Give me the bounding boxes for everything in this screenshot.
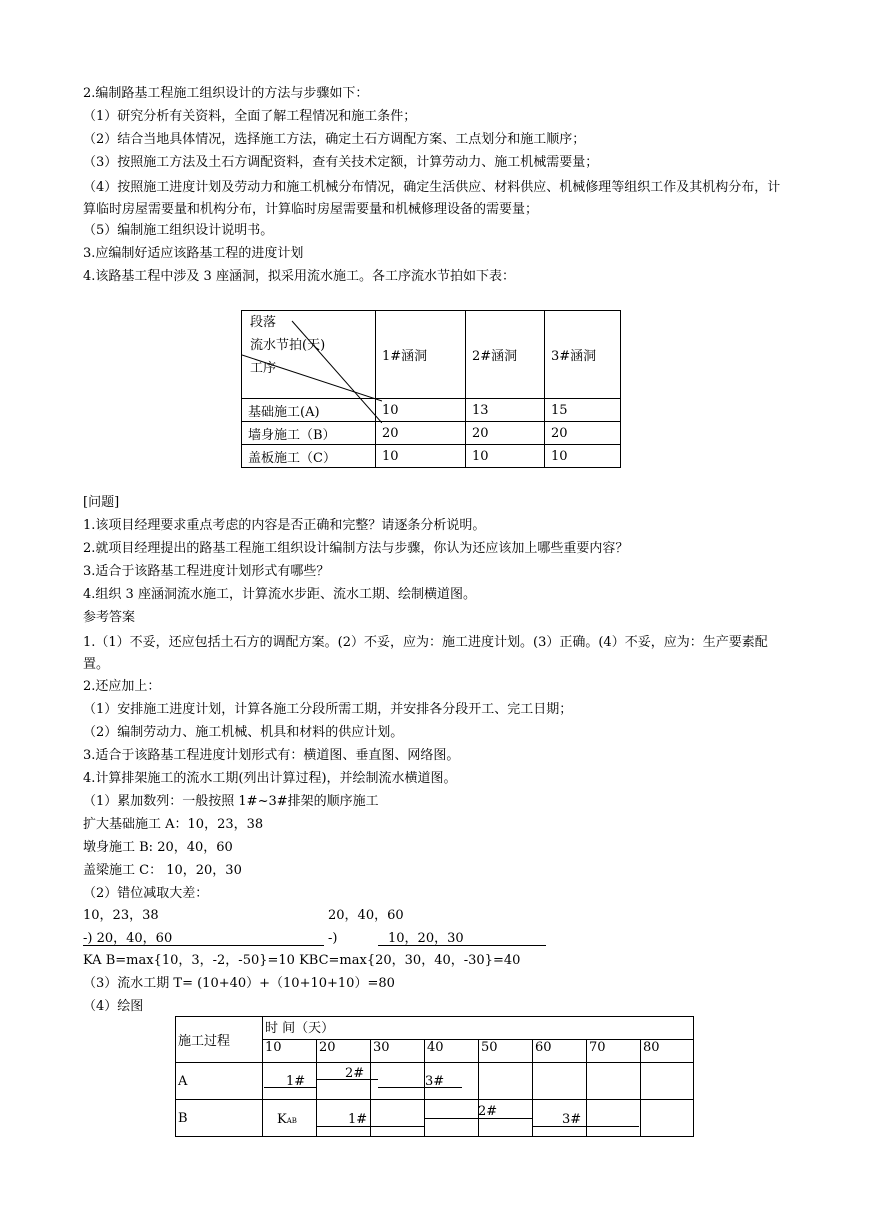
calc-left-top: 10，23，38 (83, 908, 159, 923)
col-header-1: 1#涵洞 (376, 311, 466, 399)
answer-4-2: （2）错位减取大差： (83, 886, 209, 901)
sequence-a: 扩大基础施工 A：10，23，38 (83, 817, 264, 832)
col-header-3: 3#涵洞 (545, 311, 621, 399)
gantt-kab-sub: AB (286, 1117, 297, 1125)
gantt-tick: 60 (533, 1040, 587, 1063)
questions-heading: [问题] (83, 495, 120, 510)
answer-3: 3.适合于该路基工程进度计划形式有：横道图、垂直图、网络图。 (83, 748, 460, 763)
gantt-bar-b3 (532, 1126, 639, 1127)
calc-left-rule (83, 945, 324, 946)
gantt-kab-main: K (277, 1112, 287, 1127)
corner-label-process: 工序 (250, 361, 277, 376)
gantt-tick: 30 (371, 1040, 425, 1063)
calc-left-minus: -) 20，40，60 (83, 931, 173, 946)
answer-4: 4.计算排架施工的流水工期(列出计算过程)，并绘制流水横道图。 (83, 771, 457, 786)
intro-line-6: （5）编制施工组织设计说明书。 (83, 223, 274, 238)
question-1: 1.该项目经理要求重点考虑的内容是否正确和完整？请逐条分析说明。 (83, 518, 486, 533)
gantt-tick: 20 (317, 1040, 371, 1063)
gantt-time-header: 时 间（天） (263, 1017, 694, 1040)
corner-label-segment: 段落 (250, 315, 277, 330)
table-row (242, 422, 621, 445)
gantt-tick: 70 (587, 1040, 641, 1063)
gantt-process-header: 施工过程 (176, 1017, 263, 1063)
gantt-bar-a3 (378, 1087, 462, 1088)
gantt-label-b3: 3# (562, 1112, 582, 1127)
gantt-kab-label (277, 1112, 297, 1129)
question-2: 2.就项目经理提出的路基工程施工组织设计编制方法与步骤，你认为还应该加上哪些重要内容？ (83, 541, 629, 556)
cell-value: 20 (376, 422, 466, 445)
calc-right-top: 20，40，60 (328, 908, 404, 923)
intro-line-7: 3.应编制好适应该路基工程的进度计划 (83, 246, 304, 261)
gantt-label-b1: 1# (348, 1112, 368, 1127)
calc-period: （3）流水工期 T= (10+40）+（10+10+10）=80 (83, 976, 395, 991)
calc-right-minus: 10，20，30 (388, 931, 464, 946)
calc-right-minus-sign: -) (328, 931, 338, 946)
cell-value: 15 (545, 399, 621, 422)
answer-2-1: （1）安排施工进度计划，计算各施工分段所需工期，并安排各分段开工、完工日期； (83, 702, 573, 717)
row-name: 盖板施工（C） (242, 445, 376, 468)
gantt-tick: 80 (641, 1040, 694, 1063)
answer-4-1: （1）累加数列：一般按照 1#~3#排架的顺序施工 (83, 794, 379, 809)
gantt-label-b2: 2# (478, 1104, 498, 1119)
row-name: 墙身施工（B） (242, 422, 376, 445)
gantt-tick: 40 (425, 1040, 479, 1063)
cell-value: 13 (466, 399, 545, 422)
answer-1: 1.（1）不妥，还应包括土石方的调配方案。(2）不妥，应为：施工进度计划。(3）正确。(4）不妥，应为：生产要素配置。 (83, 635, 768, 672)
cell-value: 20 (466, 422, 545, 445)
row-name: 基础施工(A) (242, 399, 376, 422)
gantt-label-a2: 2# (345, 1066, 365, 1081)
table-row (242, 445, 621, 468)
answer-title: 参考答案 (83, 610, 136, 625)
cell-value: 10 (545, 445, 621, 468)
intro-line-1: 2.编制路基工程施工组织设计的方法与步骤如下： (83, 86, 369, 101)
corner-label-rhythm: 流水节拍(天) (250, 338, 326, 353)
gantt-row-b-label: B (176, 1100, 263, 1137)
intro-line-2: （1）研究分析有关资料，全面了解工程情况和施工条件； (83, 109, 417, 124)
calc-draw: （4）绘图 (83, 999, 144, 1014)
intro-line-4: （3）按照施工方法及土石方调配资料，查有关技术定额，计算劳动力、施工机械需要量； (83, 155, 599, 170)
gantt-label-a3: 3# (425, 1074, 445, 1089)
gantt-tick: 50 (479, 1040, 533, 1063)
intro-line-8: 4.该路基工程中涉及 3 座涵洞，拟采用流水施工。各工序流水节拍如下表： (83, 269, 515, 284)
col-header-2: 2#涵洞 (466, 311, 545, 399)
rhythm-table (241, 310, 621, 468)
gantt-label-a1: 1# (286, 1074, 306, 1089)
calc-right-rule (378, 945, 546, 946)
cell-value: 10 (376, 445, 466, 468)
gantt-tick: 10 (263, 1040, 317, 1063)
cell-value: 10 (376, 399, 466, 422)
cell-value: 20 (545, 422, 621, 445)
calc-result: KA B=max{10，3，-2，-50}=10 KBC=max{20，30，40，-30}=40 (83, 953, 521, 968)
sequence-c: 盖梁施工 C： 10，20，30 (83, 863, 242, 878)
intro-line-3: （2）结合当地具体情况，选择施工方法，确定土石方调配方案、工点划分和施工顺序； (83, 132, 586, 147)
corner-cell (242, 311, 376, 399)
gantt-bar-b1 (316, 1126, 424, 1127)
question-4: 4.组织 3 座涵洞流水施工，计算流水步距、流水工期、绘制横道图。 (83, 587, 476, 602)
gantt-row-a-label: A (176, 1063, 263, 1100)
answer-2-2: （2）编制劳动力、施工机械、机具和材料的供应计划。 (83, 725, 404, 740)
answer-2: 2.还应加上： (83, 679, 161, 694)
sequence-b: 墩身施工 B: 20，40，60 (83, 840, 233, 855)
intro-line-5: （4）按照施工进度计划及劳动力和施工机械分布情况，确定生活供应、材料供应、机械修理等组织工作及其机构分布，计算临时房屋需要量和机构分布，计算临时房屋需要量和机械修理设备的需要量； (83, 180, 781, 217)
cell-value: 10 (466, 445, 545, 468)
question-3: 3.适合于该路基工程进度计划形式有哪些？ (83, 564, 330, 579)
